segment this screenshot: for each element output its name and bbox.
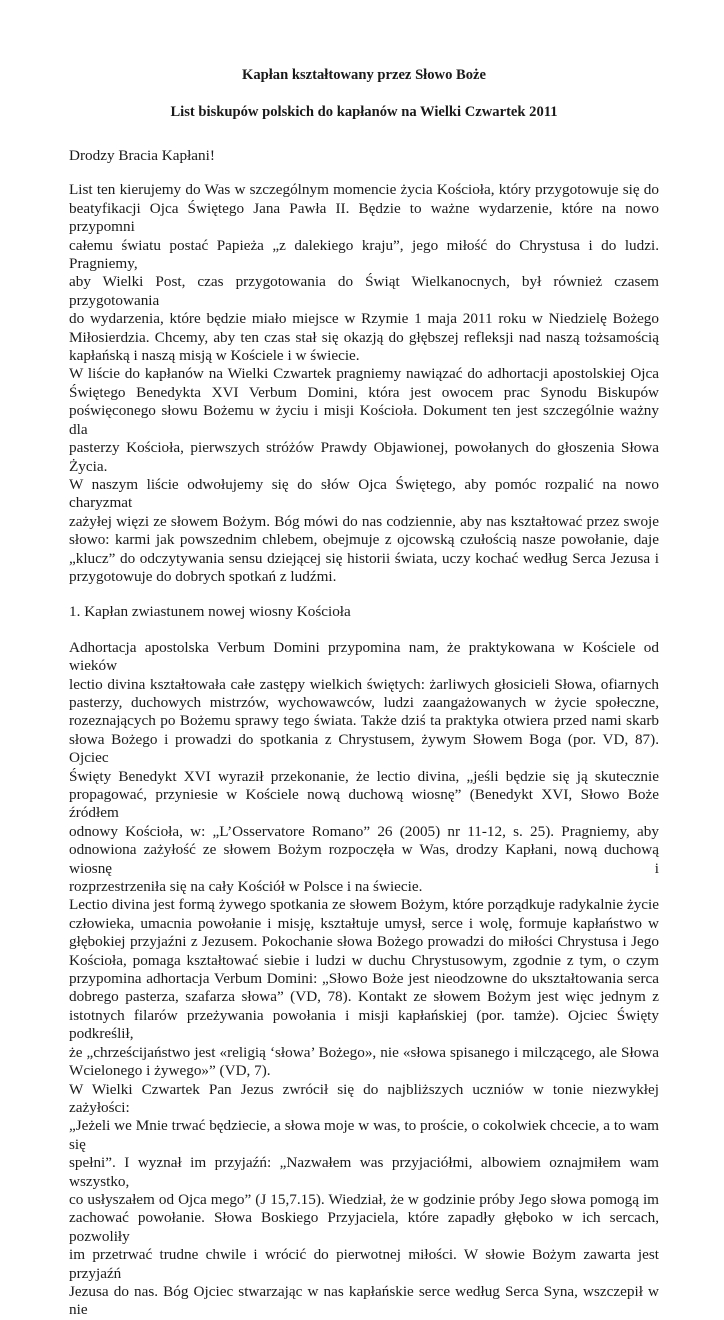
text-line: Adhortacja apostolska Verbum Domini przypomina nam, że praktykowana w Kościele od wieków <box>69 638 659 675</box>
text-line: Lectio divina jest formą żywego spotkania ze słowem Bożym, które porządkuje radykalnie życie <box>69 896 659 914</box>
text-line: „klucz” do odczytywania sensu dziejącej się historii świata, uczy kochać według Serca Jezusa i <box>69 549 659 567</box>
text-line: propagować, przyniesie w Kościele nową duchową wiosnę” (Benedykt XVI, Słowo Boże źródłem <box>69 786 659 822</box>
text-line: głębokiej przyjaźni z Jezusem. Pokochanie słowa Bożego prowadzi do miłości Chrystusa i Jego <box>69 933 659 951</box>
text-line: Świętego Benedykta XVI Verbum Domini, która jest owocem prac Synodu Biskupów <box>69 383 659 401</box>
text-line: człowieka, umacnia powołanie i misję, kształtuje umysł, serce i wolę, formuje kapłaństwo w <box>69 914 659 932</box>
document-content <box>69 66 659 1320</box>
text-line: rozprzestrzeniła się na cały Kościół w Polsce i na świecie. <box>69 878 423 896</box>
text-line: Święty Benedykt XVI wyraził przekonanie, że lectio divina, „jeśli będzie się ją skutecznie <box>69 767 659 785</box>
paragraph <box>69 181 659 365</box>
text-line: zachować powołanie. Słowa Boskiego Przyjaciela, które zapadły głęboko w ich sercach, pozwoliły <box>69 1209 659 1245</box>
text-line: aby Wielki Post, czas przygotowania do Świąt Wielkanocnych, był również czasem przygotowania <box>69 273 659 309</box>
text-line: słowa Bożego i prowadzi do spotkania z Chrystusem, żywym Słowem Boga (por. VD, 87). Ojciec <box>69 730 659 767</box>
paragraph <box>69 896 659 1080</box>
text-line: kapłańską i naszą misją w Kościele i w świecie. <box>69 347 360 365</box>
text-line: W liście do kapłanów na Wielki Czwartek pragniemy nawiązać do adhortacji apostolskiej Ojca <box>69 365 659 383</box>
paragraph <box>69 1081 659 1320</box>
text-line: odnowy Kościoła, w: „L’Osservatore Romano” 26 (2005) nr 11-12, s. 25). Pragniemy, aby <box>69 822 659 840</box>
text-line: spełni”. I wyznał im przyjaźń: „Nazwałem was przyjaciółmi, albowiem oznajmiłem wam wszystko, <box>69 1154 659 1190</box>
section-heading: 1. Kapłan zwiastunem nowej wiosny Kościoła <box>69 603 351 621</box>
text-line: beatyfikacji Ojca Świętego Jana Pawła II. Będzie to ważne wydarzenie, które na nowo przypomni <box>69 199 659 236</box>
text-line: Kościoła, pomaga kształtować siebie i ludzi w duchu Chrystusowym, zgodnie z tym, o czym <box>69 951 659 969</box>
paragraph <box>69 639 659 897</box>
text-line: pasterzy Kościoła, pierwszych stróżów Prawdy Objawionej, powołanych do głoszenia Słowa Życia. <box>69 439 659 475</box>
text-line: List ten kierujemy do Was w szczególnym momencie życia Kościoła, który przygotowuje się do <box>69 181 659 199</box>
text-line: poświęconego słowu Bożemu w życiu i misji Kościoła. Dokument ten jest szczególnie ważny dla <box>69 402 659 438</box>
text-line: Miłosierdzia. Chcemy, aby ten czas stał się okazją do głębszej refleksji nad naszą tożsamością <box>69 328 659 346</box>
text-line: Wcielonego i żywego»” (VD, 7). <box>69 1062 271 1080</box>
text-line: co usłyszałem od Ojca mego” (J 15,7.15). Wiedział, że w godzinie próby Jego słowa pomogą im <box>69 1190 659 1208</box>
text-line: W Wielki Czwartek Pan Jezus zwrócił się do najbliższych uczniów w tonie niezwykłej zażyłości: <box>69 1080 659 1116</box>
text-line: że „chrześcijaństwo jest «religią ‘słowa’ Bożego», nie «słowa spisanego i milczącego, ale Słowa <box>69 1043 659 1061</box>
document-title: Kapłan kształtowany przez Słowo Boże <box>241 67 487 83</box>
paragraph <box>69 365 659 586</box>
text-line: do wydarzenia, które będzie miało miejsce w Rzymie 1 maja 2011 roku w Niedzielę Bożego <box>69 310 659 328</box>
text-line: przypomina adhortacja Verbum Domini: „Słowo Boże jest nieodzowne do ukształtowania serca <box>69 970 659 988</box>
text-line: przygotowuje do dobrych spotkań z ludźmi. <box>69 567 337 585</box>
text-line: lectio divina kształtowała całe zastępy wielkich świętych: żarliwych głosicieli Słowa, ofiarnych <box>69 675 659 693</box>
text-line: całemu światu postać Papieża „z dalekiego kraju”, jego miłość do Chrystusa i do ludzi. Pragniemy, <box>69 236 659 273</box>
greeting: Drodzy Bracia Kapłani! <box>69 147 215 164</box>
text-line: odnowiona zażyłość ze słowem Bożym rozpoczęła w Was, drodzy Kapłani, nową duchową wiosnę i <box>69 841 659 877</box>
text-line: słowo: karmi jak powszednim chlebem, obejmuje z ojcowską czułością nasze powołanie, daje <box>69 531 659 549</box>
document-subtitle: List biskupów polskich do kapłanów na Wielki Czwartek 2011 <box>170 104 558 120</box>
text-line: rozeznających po Bożemu sprawy tego świata. Także dziś ta praktyka otwiera przed nami skarb <box>69 712 659 730</box>
text-line: dobrego pasterza, szafarza słowa” (VD, 78). Kontakt ze słowem Bożym jest więc jednym z <box>69 988 659 1006</box>
text-line: zażyłej więzi ze słowem Bożym. Bóg mówi do nas codziennie, aby nas kształtować przez swoje <box>69 512 659 530</box>
text-line: istotnych filarów przeżywania powołania i misji kapłańskiej (por. tamże). Ojciec Święty podkreślił, <box>69 1006 659 1043</box>
text-line: pasterzy, duchowych mistrzów, wychowawców, ludzi zaangażowanych w życie społeczne, <box>69 693 659 711</box>
text-line: Jezusa do nas. Bóg Ojciec stwarzając w nas kapłańskie serce według Serca Syna, wszczepił w nie <box>69 1282 659 1319</box>
text-line: „Jeżeli we Mnie trwać będziecie, a słowa moje w was, to proście, o cokolwiek chcecie, a to wam się <box>69 1117 659 1153</box>
text-line: W naszym liście odwołujemy się do słów Ojca Świętego, aby pomóc rozpalić na nowo charyzmat <box>69 475 659 512</box>
text-line: im przetrwać trudne chwile i wrócić do pierwotnej miłości. W słowie Bożym zawarta jest przyjaźń <box>69 1246 659 1282</box>
